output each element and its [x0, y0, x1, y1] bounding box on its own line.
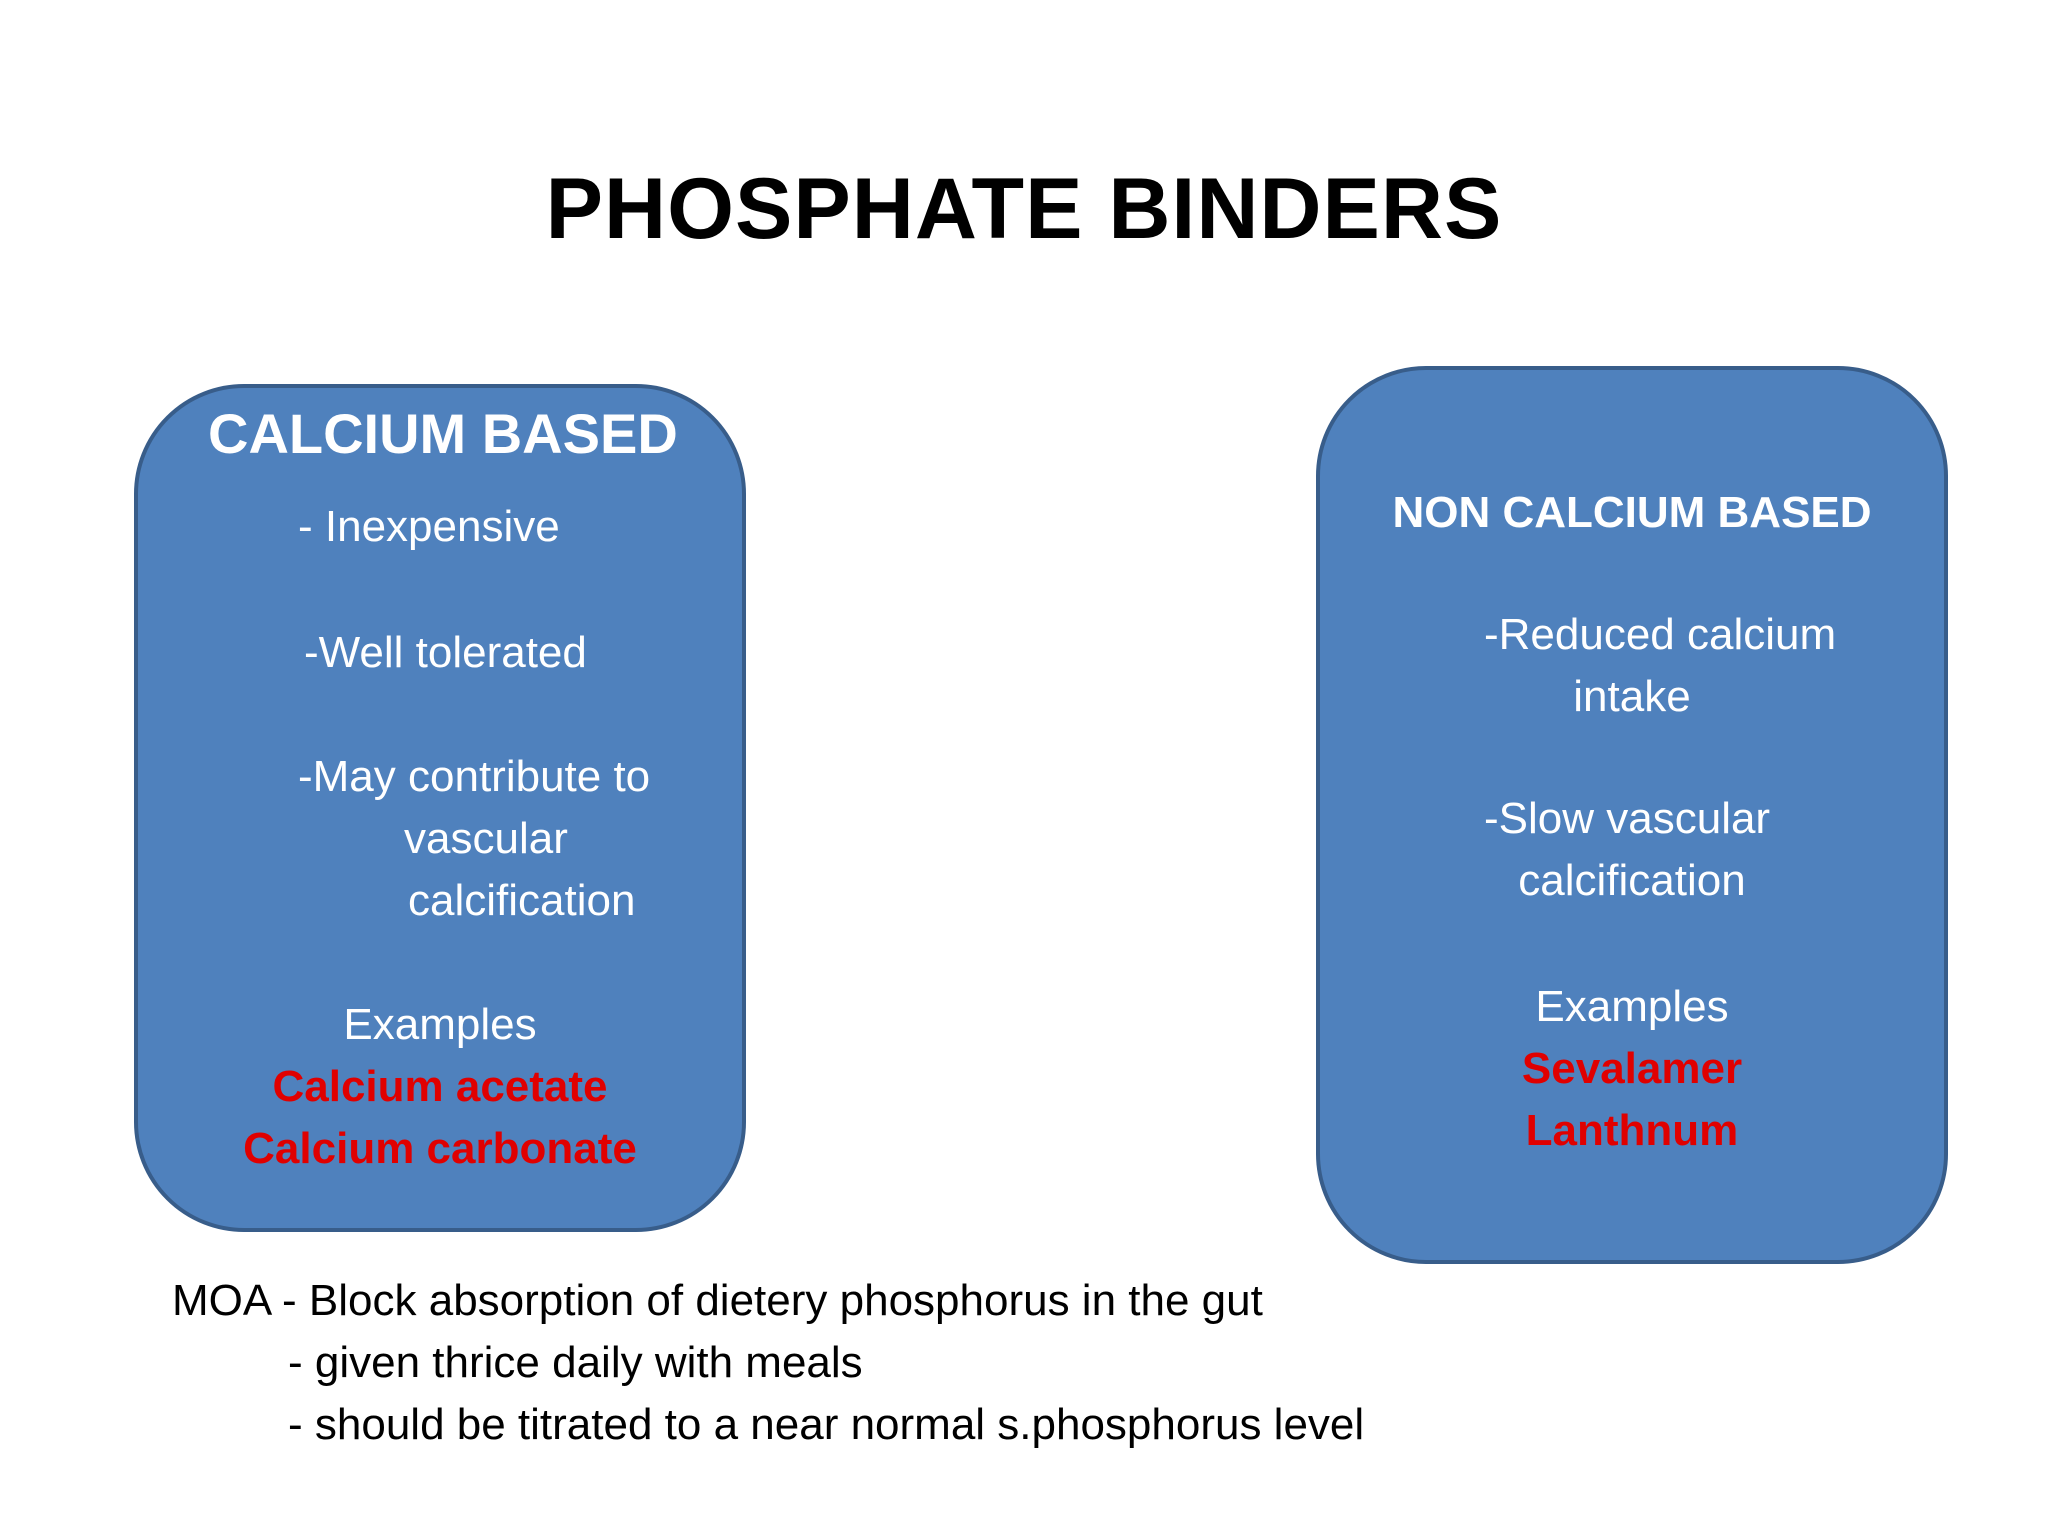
- non-calcium-point-reduced-line1: -Reduced calcium: [1484, 610, 1837, 659]
- slide-title: PHOSPHATE BINDERS: [545, 161, 1503, 257]
- non-calcium-example-lanthnum: Lanthnum: [1525, 1106, 1739, 1155]
- non-calcium-based-heading: NON CALCIUM BASED: [1392, 488, 1872, 537]
- calcium-examples-label: Examples: [343, 1000, 537, 1049]
- calcium-point-vascular-line2: vascular: [404, 814, 568, 863]
- non-calcium-example-sevalamer: Sevalamer: [1521, 1044, 1743, 1093]
- calcium-based-box: [134, 384, 746, 1232]
- moa-line-2: - given thrice daily with meals: [288, 1338, 863, 1387]
- moa-line-3: - should be titrated to a near normal s.phosphorus level: [288, 1400, 1365, 1449]
- calcium-point-vascular-line1: -May contribute to: [298, 752, 651, 801]
- non-calcium-point-slow-line2: calcification: [1518, 856, 1746, 905]
- moa-block: [172, 1270, 1364, 1456]
- calcium-based-heading: CALCIUM BASED: [208, 402, 678, 465]
- calcium-example-acetate: Calcium acetate: [272, 1062, 608, 1111]
- calcium-point-inexpensive: - Inexpensive: [298, 502, 560, 551]
- non-calcium-point-slow-line1: -Slow vascular: [1484, 794, 1771, 843]
- non-calcium-examples-label: Examples: [1535, 982, 1729, 1031]
- non-calcium-point-reduced-line2: intake: [1573, 672, 1691, 721]
- moa-line-1: MOA - Block absorption of dietery phosphorus in the gut: [172, 1276, 1263, 1325]
- calcium-point-well-tolerated: -Well tolerated: [304, 628, 587, 677]
- calcium-example-carbonate: Calcium carbonate: [243, 1124, 637, 1173]
- calcium-point-vascular-line3: calcification: [408, 876, 636, 925]
- non-calcium-based-box: [1316, 366, 1948, 1264]
